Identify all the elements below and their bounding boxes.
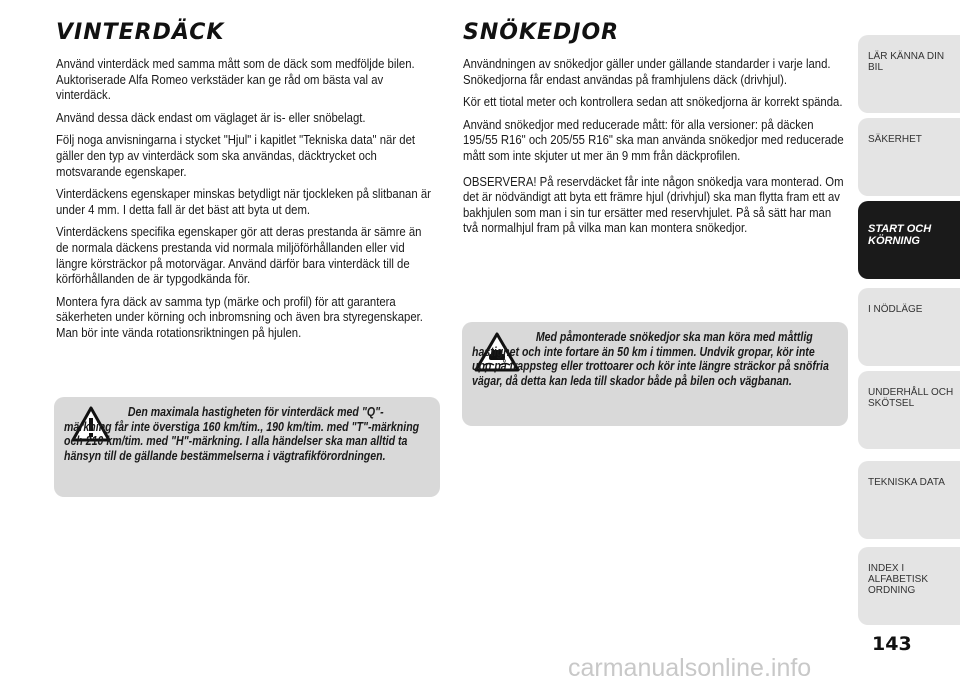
left-warning-box: [54, 397, 440, 497]
right-heading: SNÖKEDJOR: [463, 20, 620, 45]
right-paragraph-1: Användningen av snökedjor gäller under gällande standarder i varje land. Snökedjorna får endast användas på framhjulens däck (drivhjul).: [463, 56, 831, 87]
tab-tekniska-data[interactable]: [858, 461, 960, 539]
right-notice-text: Med påmonterade snökedjor ska man köra med måttlig hastighet och inte fortare än 50 km i timmen. Undvik gropar, kör inte upp på trappsteg eller trottoarer och kör inte längre sträckor på snöfria vägar, då detta kan leda till skador både på bilen och vägbanan.: [472, 330, 829, 388]
tab-label: UNDERHÅLL OCH SKÖTSEL: [868, 387, 954, 409]
tab-lar-kanna-din-bil[interactable]: [858, 35, 960, 113]
left-paragraph-2: Använd dessa däck endast om väglaget är is- eller snöbelagt.: [56, 109, 366, 125]
watermark: carmanualsonline.info: [568, 654, 812, 682]
chapter-sidebar: [858, 0, 960, 640]
tab-label: SÄKERHET: [868, 134, 922, 145]
tab-label: LÄR KÄNNA DIN BIL: [868, 51, 945, 73]
left-paragraph-5: Vinterdäckens specifika egenskaper gör att deras prestanda är sämre än de normala däckens prestanda vid normala miljöförhållanden eller vid längre körsträckor på motorvägar. Använd därför bara vinterdäck till de körförhållanden de är typgodkända för.: [56, 224, 422, 287]
tab-sakerhet[interactable]: [858, 118, 960, 196]
tab-label: START OCH KÖRNING: [868, 223, 932, 247]
left-column: [56, 56, 434, 348]
right-column: [463, 56, 845, 243]
page-number: 143: [872, 633, 912, 655]
tab-index-i-alfabetisk-ordning[interactable]: [858, 547, 960, 625]
left-paragraph-1: Använd vinterdäck med samma mått som de däck som medföljde bilen. Auktoriserade Alfa Romeo verkstäder kan ge råd om bästa val av vinterdäck.: [56, 56, 415, 103]
tab-label: TEKNISKA DATA: [868, 477, 945, 488]
left-heading: VINTERDÄCK: [56, 20, 225, 45]
right-paragraph-3: Använd snökedjor med reducerade mått: för alla versioner: på däcken 195/55 R16" och 205/55 R16" ska man använda snökedjor med reducerade mått som inte skjuter ut mer än 9 mm från däckprofilen.: [463, 116, 844, 163]
right-notice-box: [462, 322, 848, 426]
tab-label: INDEX I ALFABETISK ORDNING: [868, 563, 929, 596]
tab-underhall-och-skotsel[interactable]: [858, 371, 960, 449]
left-paragraph-6: Montera fyra däck av samma typ (märke och profil) för att garantera säkerheten under körning och inbromsning och även bra styregenskaper. Man bör inte vända rotationsriktningen på hjulen.: [56, 293, 423, 340]
tab-i-nodlage[interactable]: [858, 288, 960, 366]
right-paragraph-4: OBSERVERA! På reservdäcket får inte någon snökedja vara monterad. Om det är nödvändigt att byta ett främre hjul (drivhjul) ska man flytta fram ett av bakhjulen som man i sin tur ersätter med reservhjulet. På så sätt har man två normalhjul fram på vilka man kan montera snökedjor.: [463, 173, 844, 236]
left-paragraph-3: Följ noga anvisningarna i stycket "Hjul" i kapitlet "Tekniska data" när det gäller den typ av vinterdäck som ska användas, däcktrycket och motsvarande egenskaper.: [56, 132, 416, 179]
left-paragraph-4: Vinterdäckens egenskaper minskas betydligt när tjockleken på slitbanan är under 4 mm. I detta fall är det bäst att byta ut dem.: [56, 186, 431, 217]
tab-label: I NÖDLÄGE: [868, 304, 923, 315]
left-warning-text: Den maximala hastigheten för vinterdäck med "Q"-märkning får inte överstiga 160 km/tim., 190 km/tim. med "T"-märkning och 210 km/tim. med "H"-märkning. I alla händelser ska man alltid ta hänsyn till de gällande bestämmelserna i vägtrafikförordningen.: [64, 405, 420, 463]
right-paragraph-2: Kör ett tiotal meter och kontrollera sedan att snökedjorna är korrekt spända.: [463, 94, 843, 110]
tab-start-och-korning[interactable]: [858, 201, 960, 279]
